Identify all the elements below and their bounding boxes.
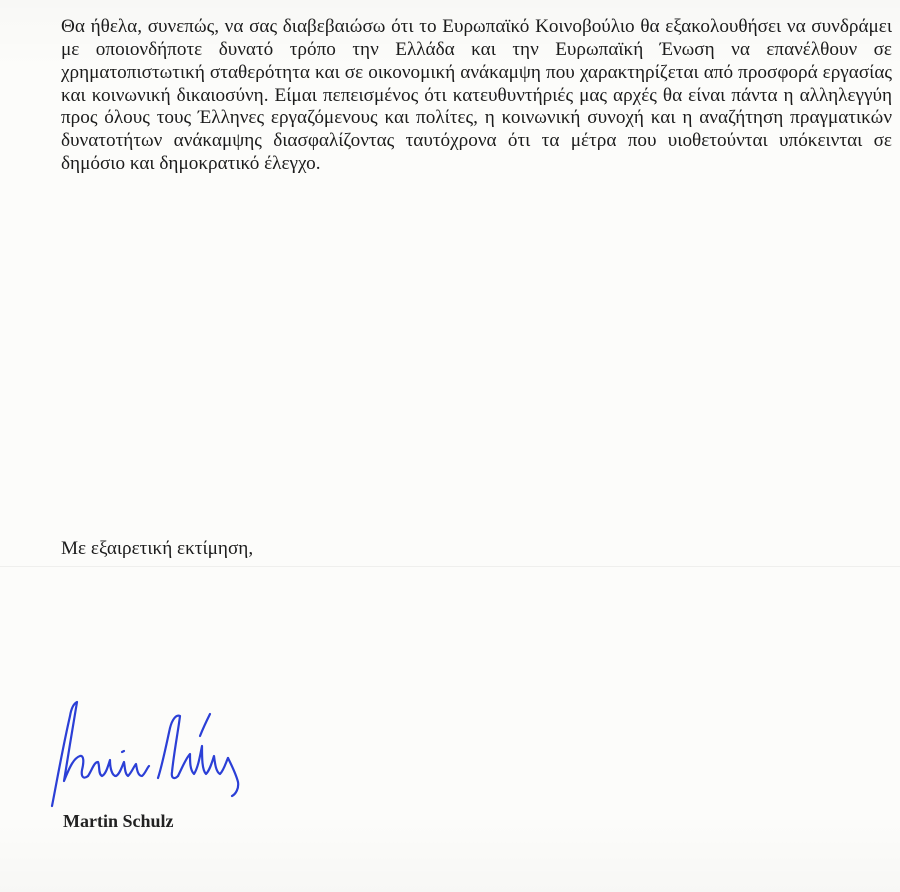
paper-fold-line <box>0 566 900 567</box>
letter-body-paragraph: Θα ήθελα, συνεπώς, να σας διαβεβαιώσω ότι το Ευρωπαϊκό Κοινοβούλιο θα εξακολουθήσει να συνδράμει με οποιονδήποτε δυνατό τρόπο την Ελλάδα και την Ευρωπαϊκή Ένωση να επανέλθουν σε χρηματοπιστωτική σταθερότητα και σε οικονομική ανάκαμψη που χαρακτηρίζεται από προσφορά εργασίας και κοινωνική δικαιοσύνη. Είμαι πεπεισμένος ότι κατευθυντήριές μας αρχές θα είναι πάντα η αλληλεγγύη προς όλους τους Έλληνες εργαζόμενους και πολίτες, η κοινωνική συνοχή και η αναζήτηση πραγματικών δυνατοτήτων ανάκαμψης διασφαλίζοντας ταυτόχρονα ότι τα μέτρα που υιοθετούνται υπόκεινται σε δημόσιο και δημοκρατικό έλεγχο. <box>61 16 892 175</box>
handwritten-signature <box>40 696 250 816</box>
letter-closing: Με εξαιρετική εκτίμηση, <box>61 538 254 559</box>
signer-name: Martin Schulz <box>63 811 174 831</box>
